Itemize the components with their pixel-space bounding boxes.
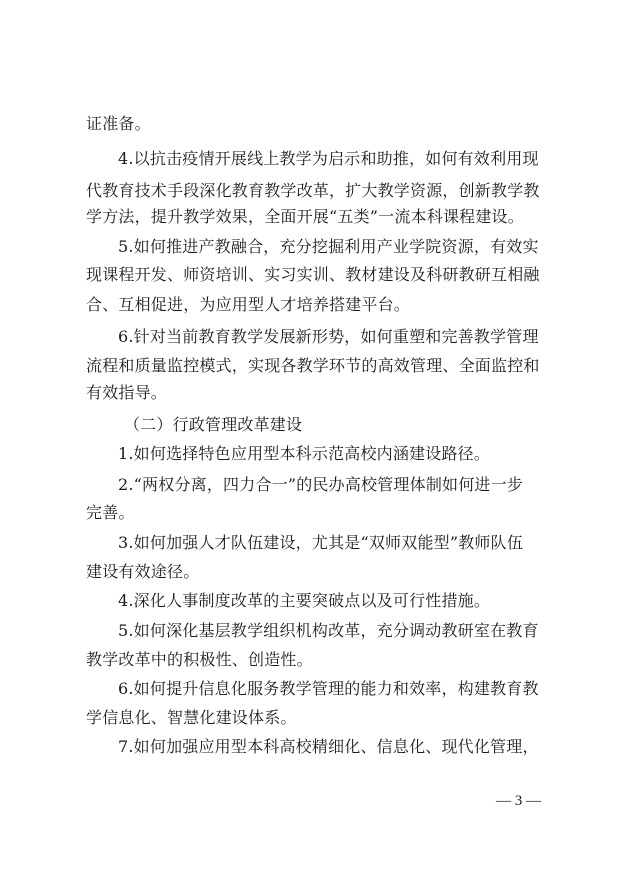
paragraph-line: 教学改革中的积极性、创造性。 [86, 650, 313, 669]
paragraph-line: 合、互相促进，为应用型人才培养搭建平台。 [86, 295, 411, 314]
paragraph-line: 5.如何深化基层教学组织机构改革，充分调动教研室在教育 [118, 621, 539, 640]
paragraph-line: 有效指导。 [86, 383, 168, 402]
paragraph-line: 学信息化、智慧化建设体系。 [86, 708, 297, 727]
paragraph-line: 证准备。 [86, 114, 151, 133]
paragraph-line: 4.深化人事制度改革的主要突破点以及可行性措施。 [118, 591, 491, 610]
paragraph-line: 1.如何选择特色应用型本科示范高校内涵建设路径。 [118, 444, 491, 463]
paragraph-line: 流程和质量监控模式，实现各教学环节的高效管理、全面监控和 [86, 356, 540, 375]
paragraph-line: 代教育技术手段深化教育教学改革，扩大教学资源，创新教学教 [86, 181, 540, 200]
paragraph-line: 2.“两权分离，四力合一”的民办高校管理体制如何进一步 [118, 475, 524, 494]
paragraph-line: 3.如何加强人才队伍建设，尤其是“双师双能型”教师队伍 [118, 533, 524, 552]
paragraph-line: 4.以抗击疫情开展线上教学为启示和助推，如何有效利用现 [118, 149, 539, 168]
paragraph-line: 现课程开发、师资培训、实习实训、教材建设及科研教研互相融 [86, 265, 540, 284]
paragraph-line: 建设有效途径。 [86, 562, 200, 581]
page-number: — 3 — [496, 793, 541, 809]
paragraph-line: 7.如何加强应用型本科高校精细化、信息化、现代化管理， [118, 737, 539, 756]
paragraph-line: 学方法，提升教学效果，全面开展“五类”一流本科课程建设。 [86, 207, 524, 226]
paragraph-line: 完善。 [86, 503, 135, 522]
section-heading: （二）行政管理改革建设 [124, 415, 303, 434]
paragraph-line: 6.针对当前教育教学发展新形势，如何重塑和完善教学管理 [118, 327, 539, 346]
paragraph-line: 6.如何提升信息化服务教学管理的能力和效率，构建教育教 [118, 679, 539, 698]
paragraph-line: 5.如何推进产教融合，充分挖掘利用产业学院资源，有效实 [118, 237, 539, 256]
